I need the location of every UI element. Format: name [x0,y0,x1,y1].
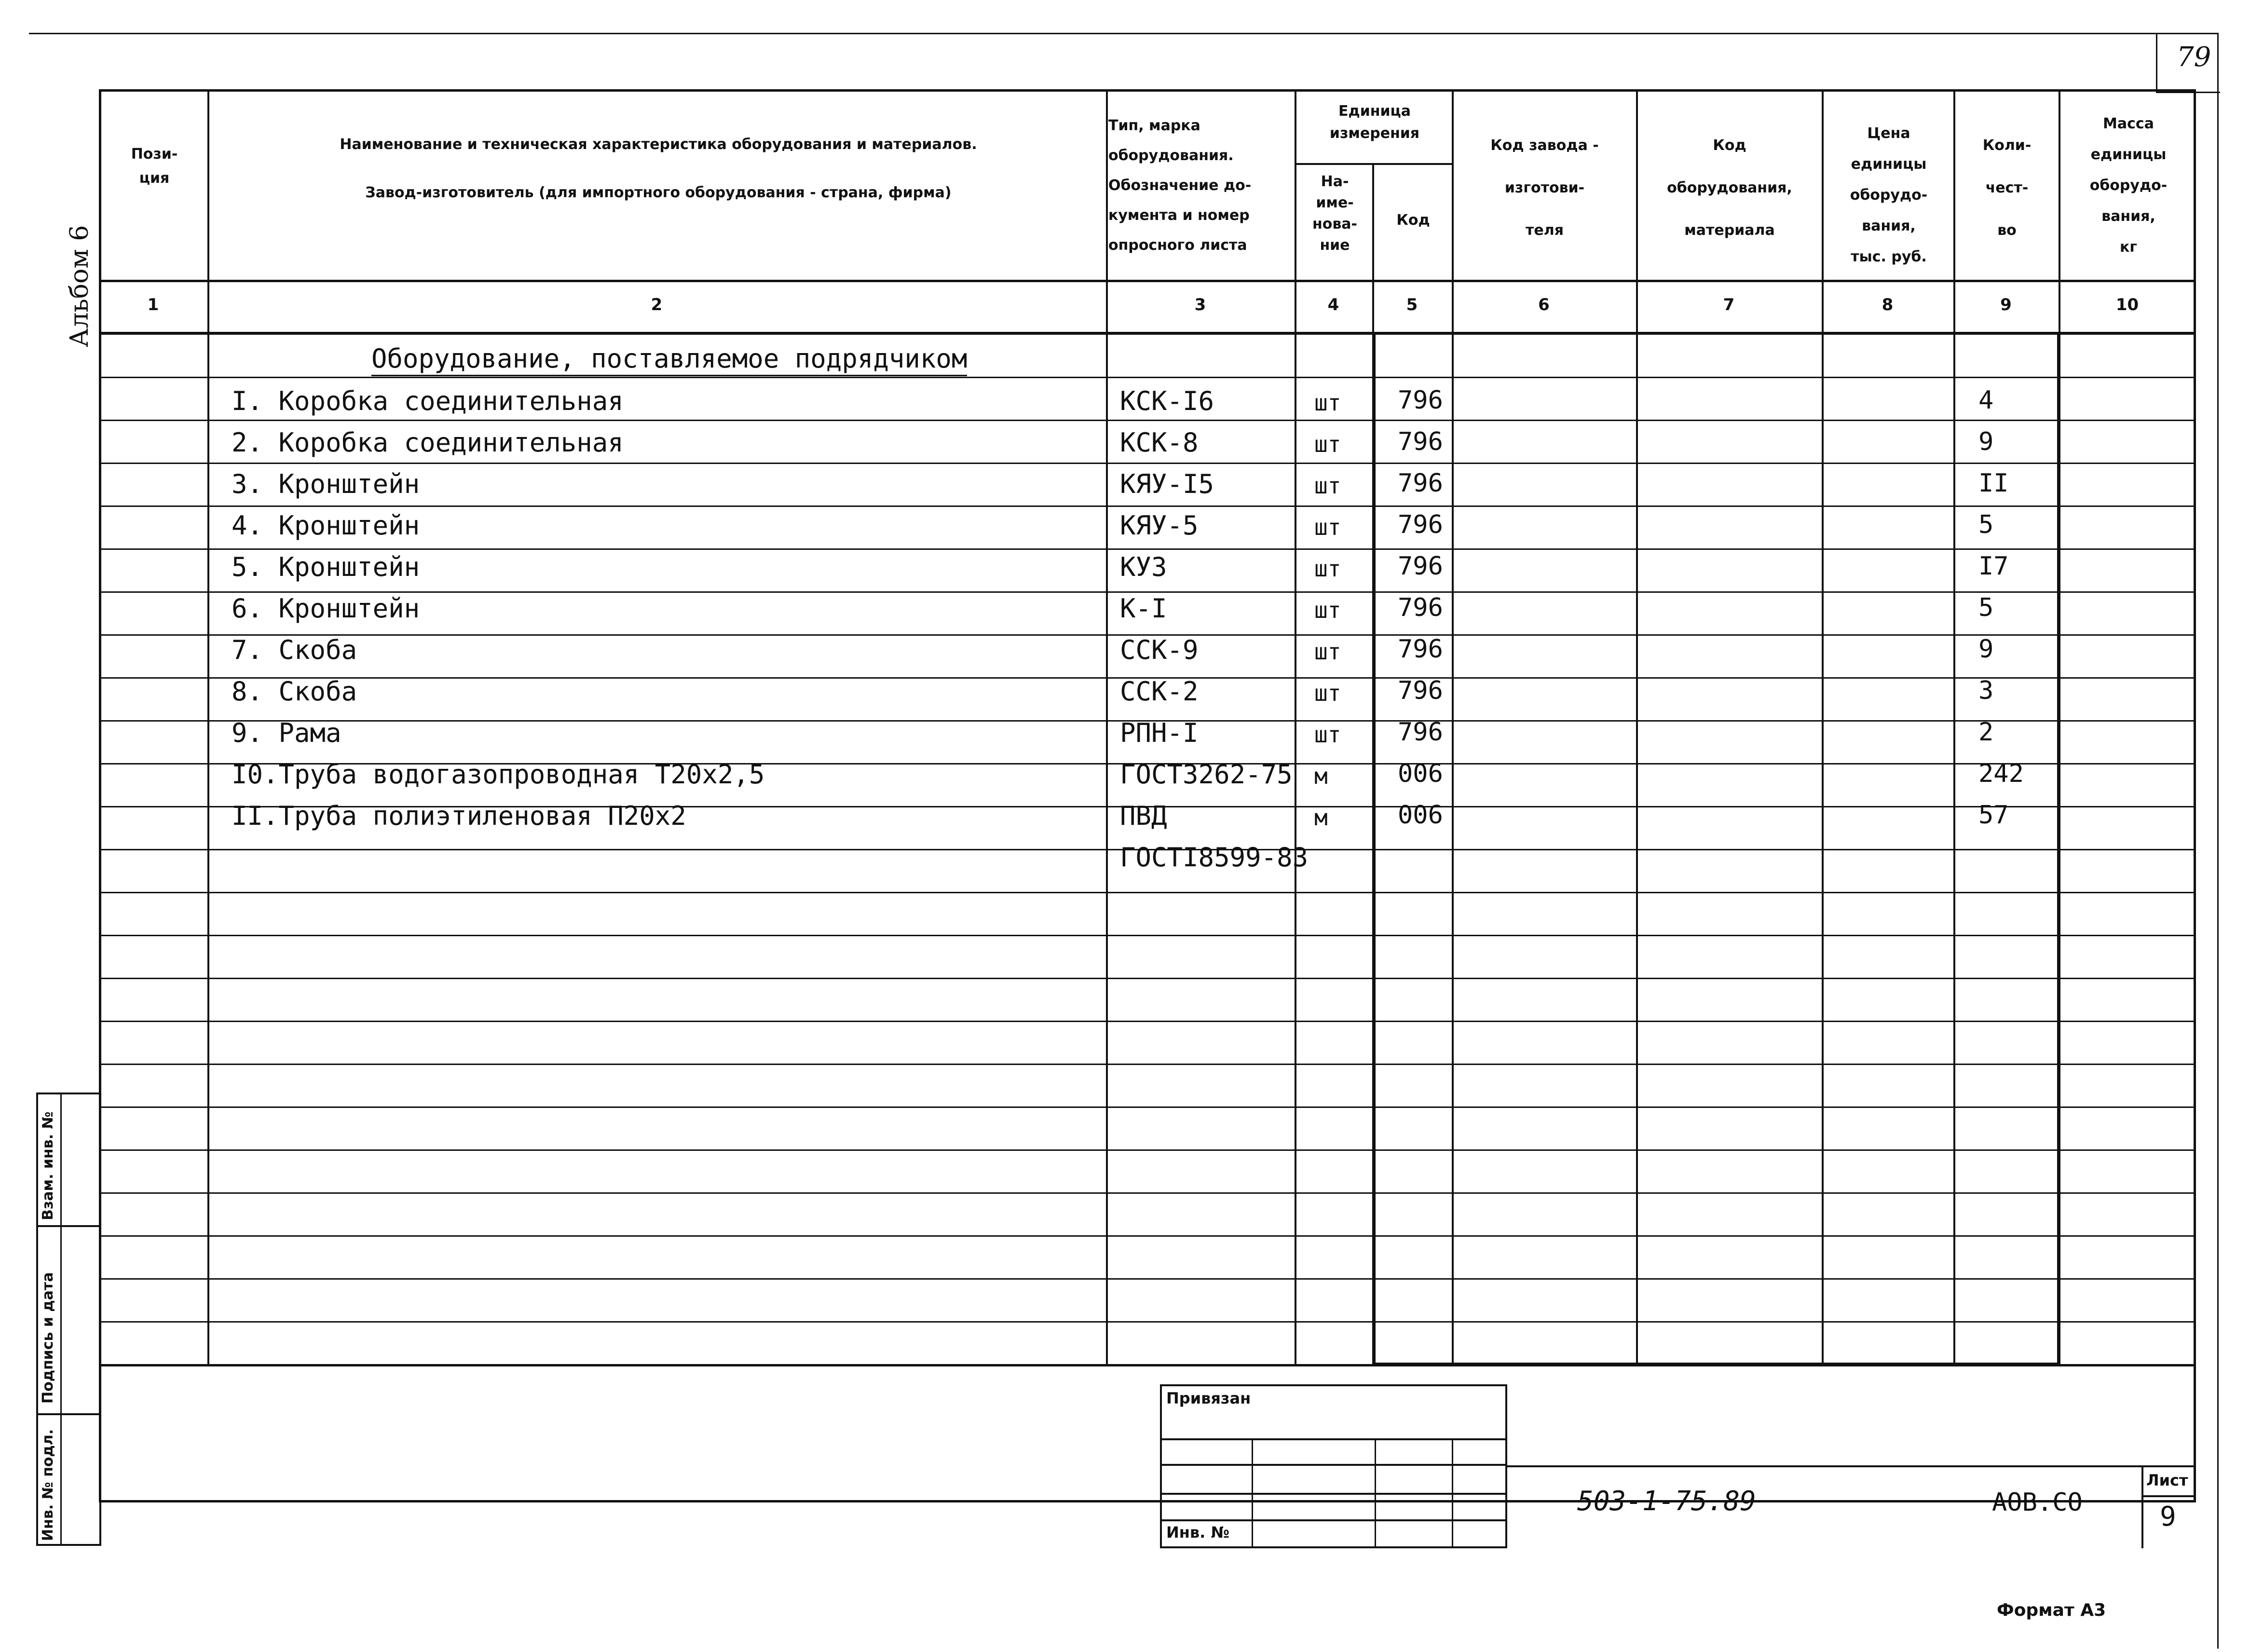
row-line [99,1192,2196,1194]
header-unit-code: Код [1396,212,1430,229]
row-line [99,377,2196,378]
row-unit: шт [1314,514,1341,540]
format-label: Формат А3 [1997,1600,2106,1620]
stamp-line-4 [1160,1519,1507,1521]
header-unit: Единица измерения [1329,103,1420,142]
row-line [99,1321,2196,1323]
row-line [99,935,2196,936]
row-line [99,978,2196,979]
header-equipment-code: Код оборудования, материала [1667,137,1792,239]
row-unit: шт [1314,680,1341,706]
row-type: К-I [1120,593,1167,624]
side-label-inventory: Инв. № подл. [40,1429,56,1541]
colnum-8: 8 [1882,295,1894,314]
row-line [99,1235,2196,1237]
stamp-line-2 [1160,1464,1507,1466]
stamp-line-1 [1160,1438,1507,1440]
row-qty: 57 [1978,801,2009,830]
row-name: 6. Кронштейн [232,593,420,624]
sheet-label: Лист [2146,1471,2188,1489]
header-mass: Масса единицы оборудо- вания, кг [2089,115,2168,256]
stamp-inv-no: Инв. № [1166,1523,1229,1542]
row-line [99,420,2196,421]
colnum-2: 2 [651,295,663,314]
row-unit: шт [1314,597,1341,623]
header-quantity: Коли- чест- во [1982,137,2032,239]
row-code: 796 [1398,635,1443,664]
row-type: КСК-I6 [1120,386,1214,416]
side-label-replaced: Взам. инв. № [40,1111,56,1220]
top-border-line [29,33,2219,34]
stamp-vline-2 [1375,1438,1376,1548]
header-name: Наименование и техническая характеристика оборудования и материалов. Завод-изготовитель (для импортного оборудования - страна, фирма) [340,136,977,201]
row-line [99,591,2196,593]
row-code: 796 [1398,386,1443,415]
side-label-signature: Подпись и дата [40,1272,56,1404]
row-type: ССК-9 [1120,635,1199,665]
row-qty: 4 [1978,386,1994,415]
row-line [99,1278,2196,1280]
side-strip-split-2 [36,1413,101,1415]
row-type: ССК-2 [1120,676,1199,707]
row-unit: шт [1314,556,1341,582]
header-factory-code: Код завода - изготови- теля [1490,137,1599,239]
header-price: Цена единицы оборудо- вания, тыс. руб. [1850,125,1928,265]
row-unit: шт [1314,431,1341,457]
row-code: 796 [1398,676,1443,705]
stamp-vline-3 [1452,1438,1453,1548]
section-title: Оборудование, поставляемое подрядчиком [371,343,967,376]
row-unit: шт [1314,722,1341,748]
row-unit: м [1314,805,1328,831]
row-code: 796 [1398,552,1443,581]
sheet-number: 9 [2160,1501,2176,1532]
right-border-line [2217,33,2219,1649]
colnum-3: 3 [1194,295,1206,314]
stamp-vline-1 [1252,1438,1253,1548]
row-qty: II [1978,469,2009,498]
row-line [99,1149,2196,1151]
header-bottom-line [99,280,2196,282]
row-type: ГОСТI8599-83 [1120,842,1309,873]
row-qty: I7 [1978,552,2009,581]
row-line [99,1064,2196,1065]
stamp-privyazan: Привязан [1166,1389,1251,1407]
row-type: КЯУ-I5 [1120,469,1214,499]
row-qty: 9 [1978,427,1994,456]
row-type: КЯУ-5 [1120,510,1199,541]
row-qty: 2 [1978,718,1994,747]
row-name: I0.Труба водогазопроводная Т20х2,5 [232,759,765,790]
colnum-5: 5 [1406,295,1418,314]
colnum-7: 7 [1723,295,1735,314]
row-code: 796 [1398,593,1443,622]
row-code: 796 [1398,510,1443,539]
row-name: 4. Кронштейн [232,510,420,541]
colnum-10: 10 [2115,295,2139,314]
album-label: Альбом 6 [65,225,94,347]
sheet-box-split [2141,1495,2196,1497]
header-type: Тип, марка оборудования. Обозначение до- кумента и номер опросного листа [1108,117,1252,254]
row-code: 796 [1398,718,1443,747]
row-qty: 9 [1978,635,1994,664]
row-name: 9. Рама [232,718,341,748]
doc-code: АОВ.СО [1992,1488,2083,1517]
title-block-top-line [1507,1465,2196,1467]
body-bottom-line [99,1364,2196,1366]
unit-header-split [1295,163,1454,165]
row-type: РПН-I [1120,718,1199,748]
colnum-bottom-line [99,332,2196,335]
row-code: 006 [1398,759,1443,788]
row-name: I. Коробка соединительная [232,386,624,416]
row-unit: шт [1314,390,1341,416]
row-type: КСК-8 [1120,427,1199,458]
sheet-corner-number: 79 [2177,41,2211,73]
doc-number: 503-1-75.89 [1577,1486,1756,1517]
row-qty: 3 [1978,676,1994,705]
row-qty: 242 [1978,759,2024,788]
row-name: 3. Кронштейн [232,469,420,499]
row-qty: 5 [1978,593,1994,622]
header-unit-name: На- име- нова- ние [1312,173,1358,254]
row-code: 796 [1398,469,1443,498]
row-type: ГОСТ3262-75 [1120,759,1293,790]
colnum-4: 4 [1327,295,1339,314]
side-strip-split-1 [36,1225,101,1227]
row-type: КУЗ [1120,552,1167,582]
colnum-1: 1 [147,295,159,314]
row-code: 796 [1398,427,1443,456]
row-code: 006 [1398,801,1443,830]
side-strip-divider [60,1092,62,1546]
row-unit: шт [1314,639,1341,665]
row-unit: шт [1314,473,1341,499]
row-name: 7. Скоба [232,635,357,665]
colnum-6: 6 [1538,295,1550,314]
row-line [99,505,2196,507]
row-name: II.Труба полиэтиленовая П20х2 [232,801,686,831]
row-line [99,463,2196,464]
row-name: 5. Кронштейн [232,552,420,582]
row-line [99,1106,2196,1108]
row-type: ПВД [1120,801,1167,831]
row-qty: 5 [1978,510,1994,539]
header-position: Пози- ция [131,146,178,187]
row-line [99,548,2196,550]
stamp-line-3 [1160,1493,1507,1495]
row-line [99,892,2196,893]
colnum-9: 9 [2000,295,2012,314]
row-unit: м [1314,763,1328,789]
row-name: 2. Коробка соединительная [232,427,624,458]
corner-number-box [2156,33,2220,93]
row-name: 8. Скоба [232,676,357,707]
row-line [99,1021,2196,1022]
